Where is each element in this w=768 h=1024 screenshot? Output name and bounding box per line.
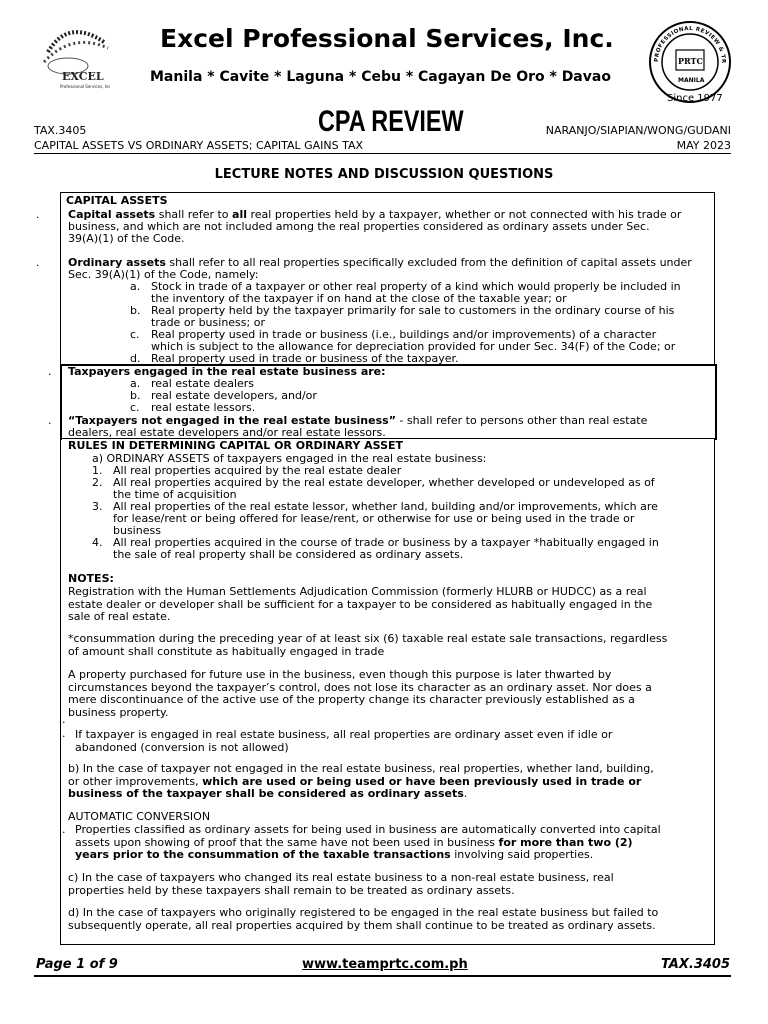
list-item: Real property used in trade or business of the taxpayer. <box>151 352 459 365</box>
list-item-line: the inventory of the taxpayer if on hand at the close of the taxable year; or <box>151 292 567 305</box>
not-engaged-definition-line: dealers, real estate developers and/or real estate lessors. <box>68 426 386 439</box>
list-marker: a. <box>130 377 141 390</box>
notes-paragraph-1: Registration with the Human Settlements Adjudication Commission (formerly HLURB or HUDCC) as a real estate dealer or developer shall be sufficient for a taxpayer to be considered as habitually engaged in the sale of real estate. <box>68 585 653 623</box>
bullet-icon: . <box>36 208 40 221</box>
bullet-icon: . <box>62 823 66 836</box>
list-marker: b. <box>130 389 141 402</box>
list-marker: 2. <box>92 476 103 489</box>
authors: NARANJO/SIAPIAN/WONG/GUDANI <box>545 124 731 137</box>
list-item-line: the time of acquisition <box>113 488 237 501</box>
bullet-icon: . <box>62 727 66 740</box>
exam-date: MAY 2023 <box>676 139 731 152</box>
notes-heading: NOTES: <box>68 572 114 585</box>
capital-assets-definition-line: 39(A)(1) of the Code. <box>68 232 185 245</box>
list-marker: c. <box>130 328 140 341</box>
list-item: real estate developers, and/or <box>151 389 317 402</box>
bullet-icon: . <box>48 365 52 378</box>
seal-mark: PRTC <box>678 56 703 66</box>
list-item: Real property held by the taxpayer primarily for sale to customers in the ordinary course of his <box>151 304 675 317</box>
footer-code: TAX.3405 <box>660 957 730 972</box>
list-item: Stock in trade of a taxpayer or other real property of a kind which would properly be included in <box>151 280 681 293</box>
list-item: real estate dealers <box>151 377 255 390</box>
seal-city: MANILA <box>678 77 705 84</box>
list-marker: 1. <box>92 464 103 477</box>
seal-ring-text: PROFESSIONAL REVIEW & TR <box>653 25 727 64</box>
list-item-line: for lease/rent or being offered for lease/rent, or otherwise for use or being used in the trade or <box>113 512 635 525</box>
since-year: Since 1977 <box>667 93 723 104</box>
bullet-icon: . <box>62 713 66 726</box>
branch-cities: Manila * Cavite * Laguna * Cebu * Cagayan De Oro * Davao <box>150 69 611 85</box>
capital-assets-definition: Capital assets shall refer to all real properties held by a taxpayer, whether or not connected with his trade or <box>68 208 682 221</box>
list-item-line: business <box>113 524 161 537</box>
engaged-heading: Taxpayers engaged in the real estate business are: <box>68 365 386 378</box>
website-link[interactable]: www.teamprtc.com.ph <box>302 957 468 972</box>
idle-note: If taxpayer is engaged in real estate business, all real properties are ordinary asset even if idle or abandoned (conversion is not allowed) <box>75 728 613 754</box>
list-marker: c. <box>130 401 140 414</box>
capital-assets-definition-line: business, and which are not included among the real properties considered as ordinary assets under Sec. <box>68 220 650 233</box>
capital-assets-heading: CAPITAL ASSETS <box>66 194 168 207</box>
cpa-review-banner: CPA REVIEW <box>318 105 464 138</box>
automatic-conversion-heading: AUTOMATIC CONVERSION <box>68 810 211 823</box>
notes-paragraph-3: A property purchased for future use in the business, even though this purpose is later thwarted by circumstances beyond the taxpayer’s control, does not lose its character as an ordinary asset. Nor does a mere discontinuance of the active use of the property change its character previously established as a business property. <box>68 668 652 719</box>
bullet-icon: . <box>48 414 52 427</box>
page-title: LECTURE NOTES AND DISCUSSION QUESTIONS <box>214 167 554 182</box>
list-marker: d. <box>130 352 141 365</box>
bullet-icon: . <box>36 256 40 269</box>
list-item: Real property used in trade or business (i.e., buildings and/or improvements) of a character <box>151 328 657 341</box>
rules-heading: RULES IN DETERMINING CAPITAL OR ORDINARY ASSET <box>68 439 404 452</box>
header-divider <box>34 153 731 154</box>
list-marker: a. <box>130 280 141 293</box>
excel-logo-text: EXCEL <box>62 70 104 83</box>
list-item: All real properties of the real estate lessor, whether land, building and/or improvements, which are <box>113 500 658 513</box>
prtc-seal <box>648 20 732 104</box>
excel-logo <box>38 22 110 94</box>
list-marker: 3. <box>92 500 103 513</box>
list-item: All real properties acquired in the course of trade or business by a taxpayer *habitually engaged in <box>113 536 659 549</box>
page-number: Page 1 of 9 <box>36 957 118 972</box>
ordinary-assets-definition-line: Sec. 39(A)(1) of the Code, namely: <box>68 268 259 281</box>
list-item: real estate lessors. <box>151 401 256 414</box>
course-code: TAX.3405 <box>34 124 87 137</box>
rule-a-intro: a) ORDINARY ASSETS of taxpayers engaged in the real estate business: <box>92 452 487 465</box>
footer-divider <box>34 975 731 977</box>
list-item-line: trade or business; or <box>151 316 265 329</box>
rule-b: b) In the case of taxpayer not engaged in the real estate business, real properties, whether land, building, or other improvements, which are used or being used or have been previously used in trade or business of the taxpayer shall be considered as ordinary assets. <box>68 762 654 800</box>
ordinary-assets-definition: Ordinary assets shall refer to all real properties specifically excluded from the definition of capital assets under <box>68 256 692 269</box>
notes-paragraph-2: *consummation during the preceding year of at least six (6) taxable real estate sale transactions, regardless of amount shall constitute as habitually engaged in trade <box>68 632 668 658</box>
excel-logo-subtext: Professional Services, Inc. <box>60 84 110 89</box>
rule-c: c) In the case of taxpayers who changed its real estate business to a non-real estate business, real properties held by these taxpayers shall remain to be treated as ordinary assets. <box>68 871 614 897</box>
not-engaged-definition: “Taxpayers not engaged in the real estate business” - shall refer to persons other than real estate <box>68 414 648 427</box>
list-item: All real properties acquired by the real estate developer, whether developed or undeveloped as of <box>113 476 655 489</box>
company-name: Excel Professional Services, Inc. <box>160 24 614 53</box>
list-item-line: the sale of real property shall be considered as ordinary assets. <box>113 548 464 561</box>
rule-d: d) In the case of taxpayers who originally registered to be engaged in the real estate business but failed to subsequently operate, all real properties acquired by them shall continue to be treated as ordinary assets. <box>68 906 659 932</box>
list-item-line: which is subject to the allowance for depreciation provided for under Sec. 34(F) of the Code; or <box>151 340 676 353</box>
subject-title: CAPITAL ASSETS VS ORDINARY ASSETS; CAPITAL GAINS TAX <box>34 139 364 152</box>
automatic-conversion-text: Properties classified as ordinary assets for being used in business are automatically converted into capital assets upon showing of proof that the same have not been used in business for more than two (2) years prior to the consummation of the taxable transactions involving said properties. <box>75 823 661 861</box>
list-marker: b. <box>130 304 141 317</box>
list-marker: 4. <box>92 536 103 549</box>
list-item: All real properties acquired by the real estate dealer <box>113 464 402 477</box>
